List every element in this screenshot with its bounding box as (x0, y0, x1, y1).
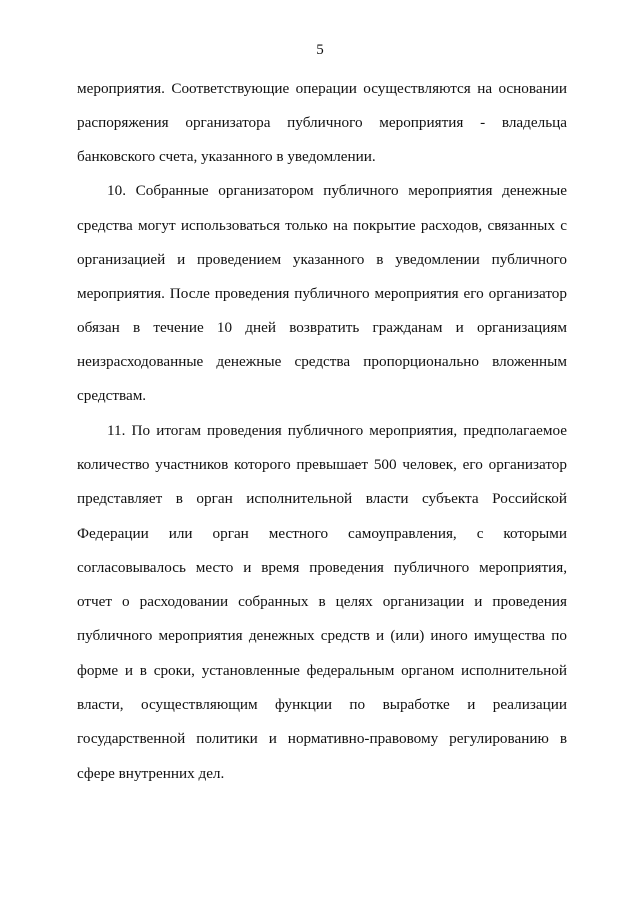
text-line: мероприятия. Соответствующие операции осуществляются на основании (77, 80, 567, 97)
text-line: организацией и проведением указанного в уведомлении публичного (77, 251, 567, 268)
text-line: неизрасходованные денежные средства пропорционально вложенным (77, 353, 567, 370)
text-line: согласовывалось место и время проведения публичного мероприятия, (77, 559, 567, 576)
text-line: обязан в течение 10 дней возвратить гражданам и организациям (77, 319, 567, 336)
text-line: государственной политики и нормативно-правовому регулированию в (77, 730, 567, 747)
text-line: сфере внутренних дел. (77, 765, 225, 782)
text-line: распоряжения организатора публичного мероприятия - владельца (77, 114, 567, 131)
text-line: мероприятия. После проведения публичного мероприятия его организатор (77, 285, 567, 302)
text-line: отчет о расходовании собранных в целях организации и проведения (77, 593, 567, 610)
text-line: Федерации или орган местного самоуправления, с которыми (77, 525, 567, 542)
text-line: количество участников которого превышает 500 человек, его организатор (77, 456, 567, 473)
text-line: представляет в орган исполнительной власти субъекта Российской (77, 490, 567, 507)
text-line: власти, осуществляющим функции по выработке и реализации (77, 696, 567, 713)
text-line: публичного мероприятия денежных средств и (или) иного имущества по (77, 627, 567, 644)
text-line: банковского счета, указанного в уведомлении. (77, 148, 376, 165)
text-line: 10. Собранные организатором публичного мероприятия денежные (107, 182, 567, 199)
text-line: средствам. (77, 387, 147, 404)
page-number: 5 (316, 42, 324, 58)
text-line: 11. По итогам проведения публичного мероприятия, предполагаемое (107, 422, 567, 439)
text-line: средства могут использоваться только на покрытие расходов, связанных с (77, 217, 567, 234)
text-line: форме и в сроки, установленные федеральным органом исполнительной (77, 662, 567, 679)
